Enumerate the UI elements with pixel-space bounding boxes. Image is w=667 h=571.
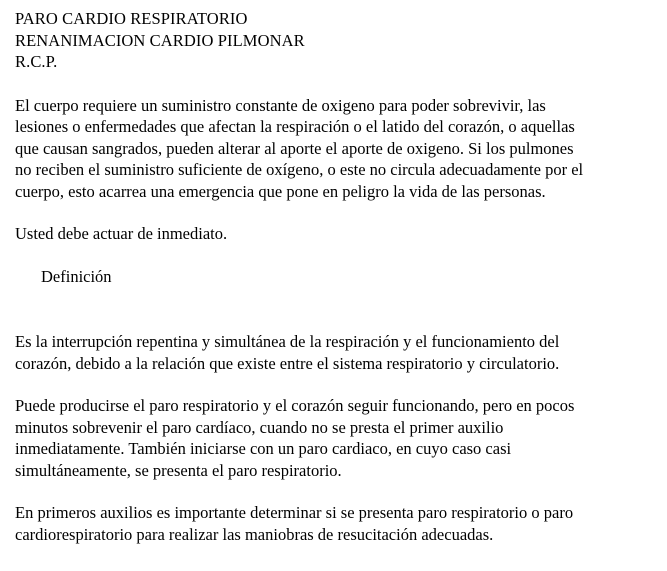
- spacer: [15, 287, 660, 331]
- paragraph-4: En primeros auxilios es importante determinar si se presenta paro respiratorio o paro cardiorespiratorio para realizar las maniobras de resucitación adecuadas.: [15, 503, 574, 544]
- title-line-2: RENANIMACION CARDIO PILMONAR: [15, 30, 305, 50]
- document-page: [15, 8, 660, 545]
- spacer: [15, 73, 660, 95]
- intro-paragraph: El cuerpo requiere un suministro constante de oxigeno para poder sobrevivir, las lesiones o enfermedades que afectan la respiración o el latido del corazón, o aquellas que causan sangrados, pueden alterar al aporte el aporte de oxigeno. Si los pulmones no reciben el suministro suficiente de oxígeno, o este no circula adecuadamente por el cuerpo, esto acarrea una emergencia que pone en peligro la vida de las personas.: [15, 95, 584, 201]
- spacer: [15, 245, 660, 266]
- paragraph-3: Puede producirse el paro respiratorio y el corazón seguir funcionando, pero en pocos minutos sobrevenir el paro cardíaco, cuando no se presta el primer auxilio inmediatamente. También iniciarse con un paro cardiaco, en cuyo caso casi simultáneamente, se presenta el paro respiratorio.: [15, 396, 575, 480]
- title-line-1: PARO CARDIO RESPIRATORIO: [15, 9, 248, 28]
- action-line: Usted debe actuar de inmediato.: [15, 224, 228, 243]
- document-title: [15, 8, 660, 73]
- spacer: [15, 374, 660, 395]
- title-line-3: R.C.P.: [15, 52, 58, 71]
- definition-heading: Definición: [41, 266, 112, 286]
- spacer: [15, 202, 660, 223]
- definition-paragraph: Es la interrupción repentina y simultánea de la respiración y el funcionamiento del corazón, debido a la relación que existe entre el sistema respiratorio y circulatorio.: [15, 332, 560, 373]
- spacer: [15, 481, 660, 502]
